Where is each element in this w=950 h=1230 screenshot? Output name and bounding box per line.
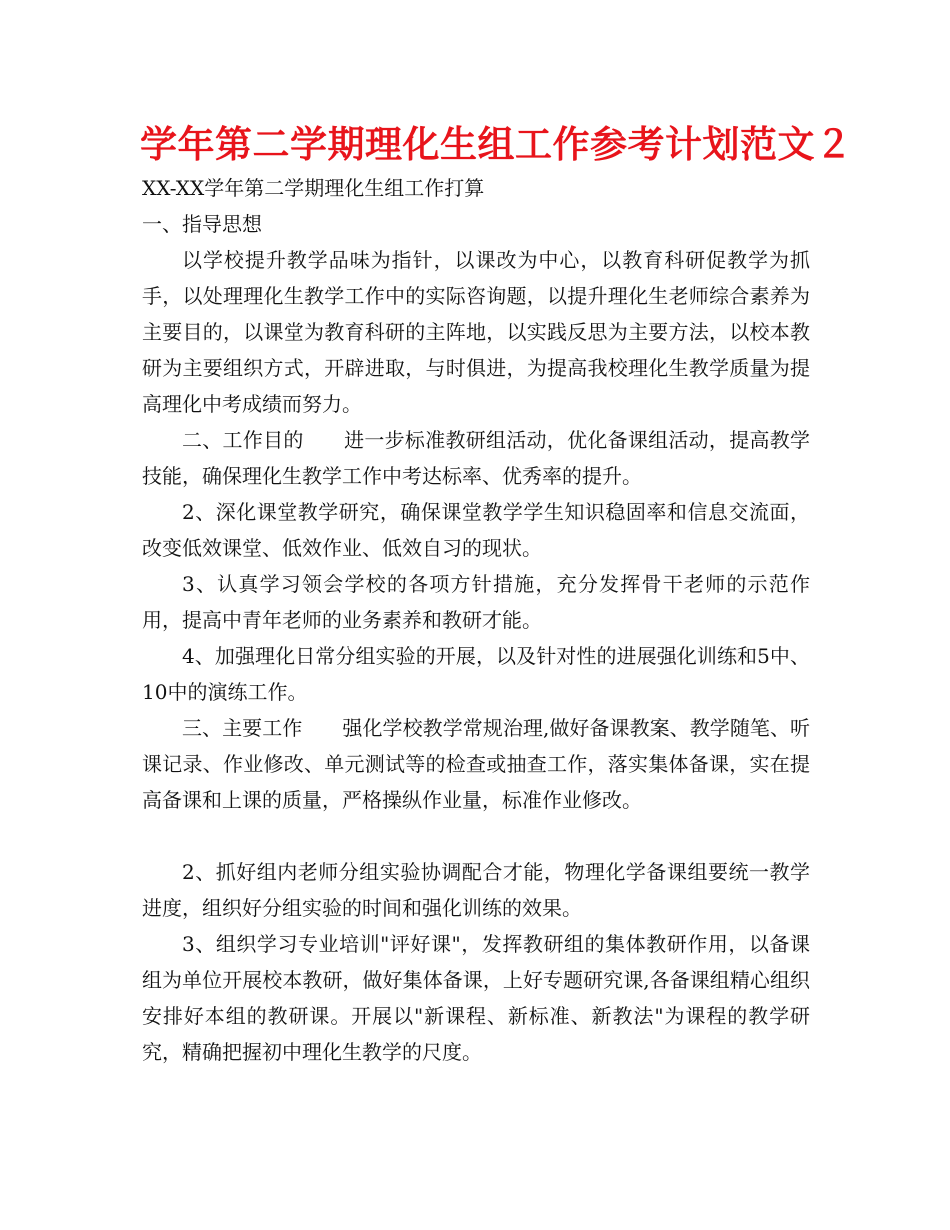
paragraph-spacer: [142, 818, 810, 854]
paragraph-goal-3: 3、认真学习领会学校的各项方针措施，充分发挥骨干老师的示范作用，提高中青年老师的业务素养和教研才能。: [142, 572, 810, 632]
paragraph-goal-4: 4、加强理化日常分组实验的开展，以及针对性的进展强化训练和5中、10中的演练工作。: [142, 644, 810, 704]
paragraph-work-3: 3、组织学习专业培训"评好课"，发挥教研组的集体教研作用，以备课组为单位开展校本教研，做好集体备课，上好专题研究课,各备课组精心组织安排好本组的教研课。开展以"新课程、新标准、新教法"为课程的教学研究，精确把握初中理化生教学的尺度。: [142, 932, 810, 1064]
paragraph-guiding-ideology: 以学校提升教学品味为指针，以课改为中心，以教育科研促教学为抓手，以处理理化生教学工作中的实际咨询题，以提升理化生老师综合素养为主要目的，以课堂为教育科研的主阵地，以实践反思为主要方法，以校本教研为主要组织方式，开辟进取，与时俱进，为提高我校理化生教学质量为提高理化中考成绩而努力。: [142, 248, 810, 416]
document-title: 学年第二学期理化生组工作参考计划范文２: [140, 123, 853, 166]
document-subtitle: XX-XX学年第二学期理化生组工作打算: [142, 176, 485, 200]
section-heading-guiding-ideology: 一、指导思想: [142, 212, 262, 236]
paragraph-work-2: 2、抓好组内老师分组实验协调配合才能，物理化学备课组要统一教学进度，组织好分组实验的时间和强化训练的效果。: [142, 860, 810, 920]
paragraph-goal-2: 2、深化课堂教学研究，确保课堂教学学生知识稳固率和信息交流面，改变低效课堂、低效作业、低效自习的现状。: [142, 500, 810, 560]
paragraph-main-work: 三、主要工作 强化学校教学常规治理,做好备课教案、教学随笔、听课记录、作业修改、单元测试等的检查或抽查工作，落实集体备课，实在提高备课和上课的质量，严格操纵作业量，标准作业修改。: [142, 716, 810, 812]
paragraph-work-goals: 二、工作目的 进一步标准教研组活动，优化备课组活动，提高教学技能，确保理化生教学工作中考达标率、优秀率的提升。: [142, 428, 810, 488]
document-body: [142, 170, 810, 1070]
